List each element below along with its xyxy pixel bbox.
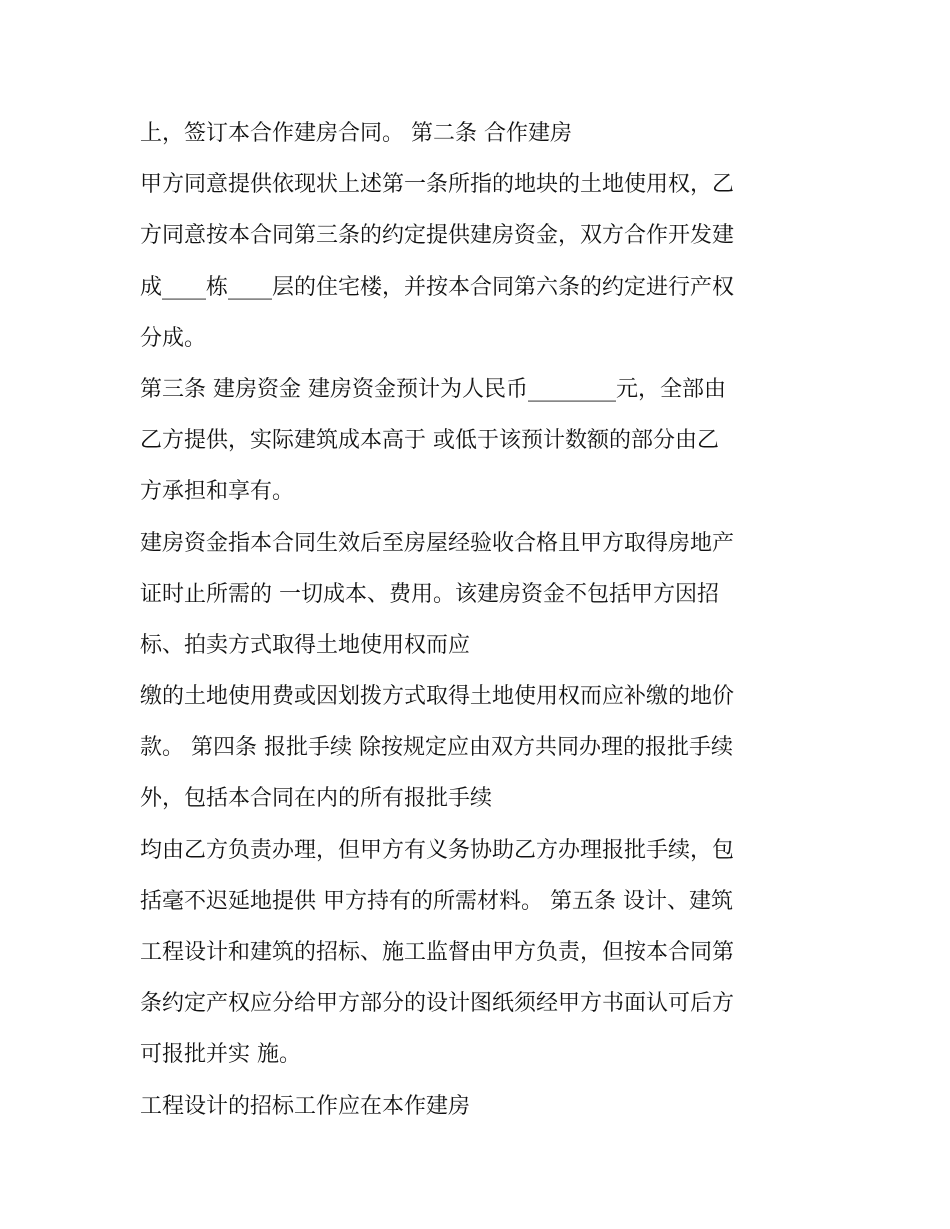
text-line: 上，签订本合作建房合同。 第二条 合作建房 — [140, 121, 572, 146]
text-line: 分成。 — [140, 325, 207, 351]
text-line: 方同意按本合同第三条的约定提供建房资金，双方合作开发建 — [140, 223, 735, 249]
text-line: 证时止所需的 一切成本、费用。该建房资金不包括甲方因招 — [140, 581, 719, 607]
text-line: 工程设计的招标工作应在本作建房 — [140, 1093, 471, 1119]
text-line: 工程设计和建筑的招标、施工监督由甲方负责，但按本合同第 — [140, 940, 735, 965]
text-line: 方承担和享有。 — [140, 479, 295, 505]
text-line: 括毫不迟延地提供 甲方持有的所需材料。 第五条 设计、建筑 — [140, 888, 733, 914]
text-line: 标、拍卖方式取得土地使用权而应 — [140, 632, 471, 658]
text-line: 均由乙方负责办理，但甲方有义务协助乙方办理报批手续，包 — [140, 837, 735, 863]
text-line: 条约定产权应分给甲方部分的设计图纸须经甲方书面认可后方 — [140, 991, 735, 1017]
text-line: 甲方同意提供依现状上述第一条所指的地块的土地使用权，乙 — [140, 172, 735, 198]
contract-text — [140, 108, 820, 1132]
text-line: 乙方提供，实际建筑成本高于 或低于该预计数额的部分由乙 — [140, 428, 719, 454]
text-line: 款。 第四条 报批手续 除按规定应由双方共同办理的报批手续 — [140, 735, 733, 761]
text-line: 第三条 建房资金 建房资金预计为人民币________元，全部由 — [140, 376, 726, 402]
text-line: 成____栋____层的住宅楼，并按本合同第六条的约定进行产权 — [140, 274, 735, 300]
text-line: 缴的土地使用费或因划拨方式取得土地使用权而应补缴的地价 — [140, 684, 735, 710]
text-line: 可报批并实 施。 — [140, 1042, 301, 1068]
text-line: 建房资金指本合同生效后至房屋经验收合格且甲方取得房地产 — [140, 530, 735, 556]
text-line: 外，包括本合同在内的所有报批手续 — [140, 786, 493, 812]
